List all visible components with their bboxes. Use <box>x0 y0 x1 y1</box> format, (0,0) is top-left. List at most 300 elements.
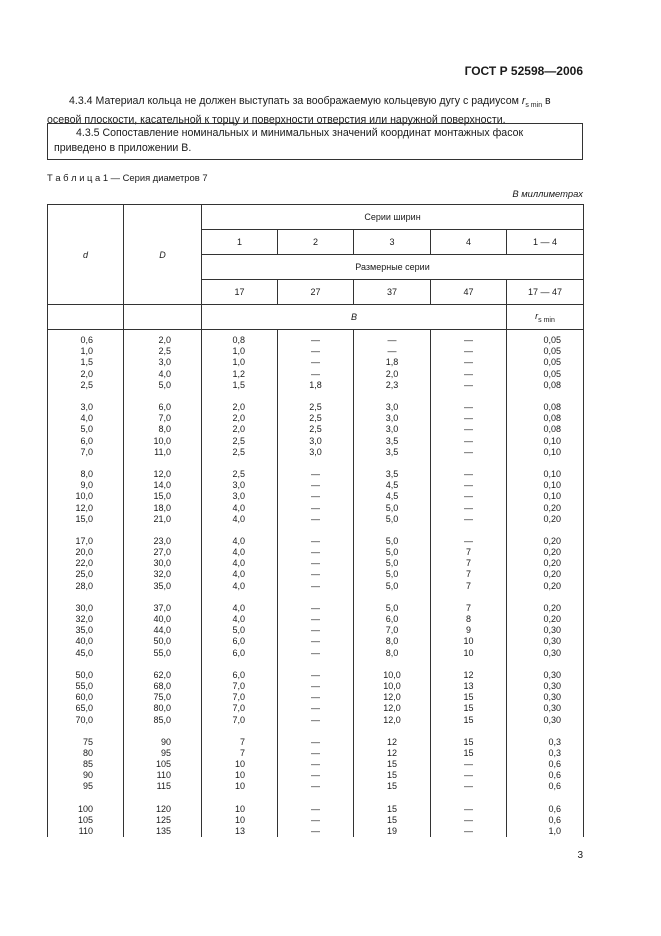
gap-cell <box>278 592 354 603</box>
cell-rs-min: 0,10 <box>507 480 584 491</box>
cell-D: 3,0 <box>124 357 202 368</box>
cell-rs-min: 0,08 <box>507 380 584 391</box>
cell-d: 60,0 <box>48 692 124 703</box>
cell-rs-min: 0,08 <box>507 413 584 424</box>
cell-D: 18,0 <box>124 502 202 513</box>
cell-B-27: — <box>278 826 354 837</box>
cell-B-37: — <box>354 346 431 357</box>
cell-B-47: — <box>431 759 507 770</box>
cell-B-47: 15 <box>431 703 507 714</box>
table-row <box>48 703 584 714</box>
cell-D: 50,0 <box>124 636 202 647</box>
cell-rs-min: 0,05 <box>507 357 584 368</box>
cell-d: 1,5 <box>48 357 124 368</box>
gap-cell <box>278 391 354 402</box>
header-width-series: Серии ширин <box>202 205 584 230</box>
table-row <box>48 558 584 569</box>
gap-cell <box>431 726 507 737</box>
cell-D: 4,0 <box>124 369 202 380</box>
cell-B-37: 12 <box>354 737 431 748</box>
cell-B-37: 5,0 <box>354 569 431 580</box>
cell-rs-min: 0,10 <box>507 491 584 502</box>
gap-cell <box>202 525 278 536</box>
cell-rs-min: 0,08 <box>507 402 584 413</box>
cell-D: 55,0 <box>124 648 202 659</box>
table-row <box>48 759 584 770</box>
cell-B-27: — <box>278 357 354 368</box>
cell-d: 32,0 <box>48 614 124 625</box>
header-D: D <box>124 205 202 305</box>
cell-D: 32,0 <box>124 569 202 580</box>
cell-D: 40,0 <box>124 614 202 625</box>
table-row <box>48 502 584 513</box>
cell-rs-min: 0,20 <box>507 614 584 625</box>
cell-D: 21,0 <box>124 514 202 525</box>
table-units: В миллиметрах <box>512 188 583 199</box>
gap-cell <box>202 659 278 670</box>
cell-rs-min: 0,20 <box>507 547 584 558</box>
cell-d: 28,0 <box>48 581 124 592</box>
cell-B-27: — <box>278 737 354 748</box>
gap-cell <box>48 525 124 536</box>
cell-D: 27,0 <box>124 547 202 558</box>
header-series-17: 17 <box>202 280 278 305</box>
cell-B-47: 15 <box>431 737 507 748</box>
cell-D: 110 <box>124 770 202 781</box>
cell-B-47: — <box>431 480 507 491</box>
table-row <box>48 424 584 435</box>
cell-B-47: — <box>431 502 507 513</box>
cell-rs-min: 0,05 <box>507 330 584 347</box>
cell-B-27: — <box>278 781 354 792</box>
cell-d: 40,0 <box>48 636 124 647</box>
cell-B-17: 4,0 <box>202 558 278 569</box>
gap-cell <box>354 592 431 603</box>
table-row <box>48 648 584 659</box>
cell-B-27: — <box>278 636 354 647</box>
table-row <box>48 815 584 826</box>
cell-D: 75,0 <box>124 692 202 703</box>
header-width-4: 4 <box>431 230 507 255</box>
header-dim-series: Размерные серии <box>202 255 584 280</box>
table-row <box>48 781 584 792</box>
cell-B-47: — <box>431 826 507 837</box>
cell-rs-min: 0,3 <box>507 748 584 759</box>
cell-B-27: — <box>278 815 354 826</box>
cell-B-17: 2,0 <box>202 424 278 435</box>
gap-cell <box>202 726 278 737</box>
cell-B-37: 6,0 <box>354 614 431 625</box>
cell-d: 10,0 <box>48 491 124 502</box>
cell-D: 80,0 <box>124 703 202 714</box>
cell-B-37: 8,0 <box>354 648 431 659</box>
cell-rs-min: 0,6 <box>507 815 584 826</box>
gap-cell <box>431 458 507 469</box>
table-body <box>48 330 584 838</box>
cell-D: 135 <box>124 826 202 837</box>
cell-rs-min: 0,20 <box>507 558 584 569</box>
cell-D: 90 <box>124 737 202 748</box>
gap-cell <box>431 525 507 536</box>
cell-rs-min: 1,0 <box>507 826 584 837</box>
cell-D: 15,0 <box>124 491 202 502</box>
table-row <box>48 748 584 759</box>
cell-d: 22,0 <box>48 558 124 569</box>
gap-cell <box>507 659 584 670</box>
cell-B-17: 4,0 <box>202 603 278 614</box>
cell-D: 6,0 <box>124 402 202 413</box>
cell-B-37: 2,3 <box>354 380 431 391</box>
table-row <box>48 770 584 781</box>
cell-d: 75 <box>48 737 124 748</box>
cell-d: 1,0 <box>48 346 124 357</box>
cell-B-47: — <box>431 380 507 391</box>
cell-d: 110 <box>48 826 124 837</box>
table-row <box>48 346 584 357</box>
table-row <box>48 603 584 614</box>
gap-cell <box>431 592 507 603</box>
cell-B-17: 4,0 <box>202 547 278 558</box>
cell-B-17: 2,5 <box>202 469 278 480</box>
cell-B-47: — <box>431 357 507 368</box>
cell-B-37: 15 <box>354 770 431 781</box>
table-row <box>48 413 584 424</box>
cell-B-37: 15 <box>354 804 431 815</box>
cell-B-37: 12,0 <box>354 714 431 725</box>
gap-cell <box>48 458 124 469</box>
cell-B-17: 10 <box>202 770 278 781</box>
cell-B-37: 5,0 <box>354 581 431 592</box>
cell-rs-min: 0,20 <box>507 536 584 547</box>
gap-cell <box>354 458 431 469</box>
cell-B-37: — <box>354 330 431 347</box>
cell-B-27: — <box>278 759 354 770</box>
gap-cell <box>278 726 354 737</box>
cell-B-47: 13 <box>431 681 507 692</box>
cell-B-27: — <box>278 369 354 380</box>
cell-B-47: — <box>431 815 507 826</box>
cell-rs-min: 0,05 <box>507 346 584 357</box>
row-gap <box>48 659 584 670</box>
cell-B-17: 4,0 <box>202 569 278 580</box>
cell-B-37: 8,0 <box>354 636 431 647</box>
gap-cell <box>431 793 507 804</box>
cell-d: 70,0 <box>48 714 124 725</box>
gap-cell <box>507 525 584 536</box>
cell-B-47: — <box>431 514 507 525</box>
cell-B-27: — <box>278 625 354 636</box>
table-row <box>48 614 584 625</box>
cell-B-27: — <box>278 703 354 714</box>
cell-rs-min: 0,20 <box>507 569 584 580</box>
table-row <box>48 826 584 837</box>
header-blank-d <box>48 305 124 330</box>
table-row <box>48 330 584 347</box>
cell-B-17: 6,0 <box>202 648 278 659</box>
cell-B-37: 12,0 <box>354 692 431 703</box>
cell-B-27: 3,0 <box>278 447 354 458</box>
cell-D: 8,0 <box>124 424 202 435</box>
table-row <box>48 436 584 447</box>
cell-d: 2,5 <box>48 380 124 391</box>
header-rs-symbol: r <box>535 310 539 321</box>
cell-rs-min: 0,30 <box>507 670 584 681</box>
cell-rs-min: 0,20 <box>507 514 584 525</box>
cell-D: 44,0 <box>124 625 202 636</box>
cell-rs-min: 0,3 <box>507 737 584 748</box>
cell-B-37: 15 <box>354 815 431 826</box>
cell-B-17: 7,0 <box>202 692 278 703</box>
cell-rs-min: 0,10 <box>507 436 584 447</box>
cell-D: 2,5 <box>124 346 202 357</box>
gap-cell <box>278 793 354 804</box>
table-row <box>48 447 584 458</box>
header-width-3: 3 <box>354 230 431 255</box>
cell-B-47: — <box>431 402 507 413</box>
cell-B-17: 13 <box>202 826 278 837</box>
header-blank-D <box>124 305 202 330</box>
gap-cell <box>278 458 354 469</box>
cell-D: 62,0 <box>124 670 202 681</box>
cell-D: 120 <box>124 804 202 815</box>
gap-cell <box>431 659 507 670</box>
cell-D: 35,0 <box>124 581 202 592</box>
table-row <box>48 581 584 592</box>
cell-rs-min: 0,30 <box>507 703 584 714</box>
cell-B-17: 6,0 <box>202 636 278 647</box>
gap-cell <box>507 458 584 469</box>
cell-B-27: — <box>278 514 354 525</box>
cell-B-27: 3,0 <box>278 436 354 447</box>
cell-B-47: 15 <box>431 714 507 725</box>
gap-cell <box>48 793 124 804</box>
cell-B-37: 3,0 <box>354 424 431 435</box>
paragraph-4-3-5-text: 4.3.5 Сопоставление номинальных и минимальных значений координат монтажных фасок приведено в приложении В. <box>54 127 524 154</box>
header-series-37: 37 <box>354 280 431 305</box>
cell-B-47: 7 <box>431 603 507 614</box>
cell-B-47: 10 <box>431 636 507 647</box>
cell-B-17: 3,0 <box>202 480 278 491</box>
cell-B-27: — <box>278 603 354 614</box>
gap-cell <box>354 659 431 670</box>
cell-D: 85,0 <box>124 714 202 725</box>
cell-B-47: 7 <box>431 558 507 569</box>
gap-cell <box>124 726 202 737</box>
cell-d: 8,0 <box>48 469 124 480</box>
cell-B-17: 2,0 <box>202 413 278 424</box>
table-row <box>48 469 584 480</box>
cell-B-27: — <box>278 480 354 491</box>
cell-B-27: — <box>278 770 354 781</box>
cell-B-17: 1,0 <box>202 357 278 368</box>
cell-B-27: — <box>278 714 354 725</box>
gap-cell <box>278 659 354 670</box>
cell-B-47: — <box>431 804 507 815</box>
gap-cell <box>124 592 202 603</box>
gap-cell <box>507 793 584 804</box>
cell-B-17: 7,0 <box>202 714 278 725</box>
cell-d: 85 <box>48 759 124 770</box>
cell-D: 30,0 <box>124 558 202 569</box>
page-number: 3 <box>577 850 583 861</box>
radius-symbol: r <box>521 95 526 107</box>
cell-d: 35,0 <box>48 625 124 636</box>
table-row <box>48 536 584 547</box>
cell-d: 7,0 <box>48 447 124 458</box>
cell-B-27: — <box>278 614 354 625</box>
cell-rs-min: 0,20 <box>507 603 584 614</box>
cell-d: 15,0 <box>48 514 124 525</box>
cell-B-37: 3,5 <box>354 469 431 480</box>
cell-B-37: 5,0 <box>354 558 431 569</box>
cell-B-17: 4,0 <box>202 581 278 592</box>
table-row <box>48 670 584 681</box>
document-id: ГОСТ Р 52598—2006 <box>464 64 583 78</box>
gap-cell <box>431 391 507 402</box>
gap-cell <box>354 726 431 737</box>
cell-D: 95 <box>124 748 202 759</box>
cell-B-37: 3,5 <box>354 447 431 458</box>
cell-d: 100 <box>48 804 124 815</box>
cell-B-37: 7,0 <box>354 625 431 636</box>
cell-B-47: — <box>431 436 507 447</box>
cell-B-47: 7 <box>431 581 507 592</box>
cell-B-17: 10 <box>202 804 278 815</box>
cell-B-27: — <box>278 536 354 547</box>
cell-B-37: 2,0 <box>354 369 431 380</box>
gap-cell <box>48 659 124 670</box>
cell-B-47: — <box>431 469 507 480</box>
table-row <box>48 692 584 703</box>
cell-d: 0,6 <box>48 330 124 347</box>
row-gap <box>48 391 584 402</box>
table-row <box>48 380 584 391</box>
cell-B-17: 2,5 <box>202 447 278 458</box>
cell-B-47: — <box>431 447 507 458</box>
cell-B-27: 2,5 <box>278 424 354 435</box>
cell-B-37: 12,0 <box>354 703 431 714</box>
cell-B-47: — <box>431 781 507 792</box>
cell-d: 55,0 <box>48 681 124 692</box>
cell-B-17: 2,0 <box>202 402 278 413</box>
cell-d: 9,0 <box>48 480 124 491</box>
cell-B-17: 6,0 <box>202 670 278 681</box>
header-width-1-4: 1 — 4 <box>507 230 584 255</box>
table-row <box>48 402 584 413</box>
cell-B-47: 15 <box>431 748 507 759</box>
paragraph-4-3-4-text-a: 4.3.4 Материал кольца не должен выступать за воображаемую кольцевую дугу с радиусом <box>69 95 522 107</box>
cell-rs-min: 0,20 <box>507 581 584 592</box>
cell-d: 20,0 <box>48 547 124 558</box>
cell-d: 95 <box>48 781 124 792</box>
table-row <box>48 681 584 692</box>
cell-d: 30,0 <box>48 603 124 614</box>
gap-cell <box>124 659 202 670</box>
gap-cell <box>354 525 431 536</box>
cell-rs-min: 0,20 <box>507 502 584 513</box>
gap-cell <box>48 592 124 603</box>
cell-B-17: 7 <box>202 748 278 759</box>
cell-rs-min: 0,08 <box>507 424 584 435</box>
cell-B-37: 4,5 <box>354 491 431 502</box>
cell-B-37: 3,0 <box>354 402 431 413</box>
cell-d: 3,0 <box>48 402 124 413</box>
cell-B-47: 7 <box>431 547 507 558</box>
cell-B-37: 15 <box>354 759 431 770</box>
cell-B-27: — <box>278 469 354 480</box>
table-row <box>48 737 584 748</box>
cell-B-27: — <box>278 569 354 580</box>
cell-B-17: 7 <box>202 737 278 748</box>
cell-B-17: 1,2 <box>202 369 278 380</box>
cell-B-37: 1,8 <box>354 357 431 368</box>
cell-B-47: 7 <box>431 569 507 580</box>
header-d: d <box>48 205 124 305</box>
row-gap <box>48 592 584 603</box>
cell-D: 14,0 <box>124 480 202 491</box>
header-width-1: 1 <box>202 230 278 255</box>
gap-cell <box>507 592 584 603</box>
table-row <box>48 625 584 636</box>
cell-B-17: 1,5 <box>202 380 278 391</box>
cell-B-47: — <box>431 346 507 357</box>
table-row <box>48 357 584 368</box>
cell-B-37: 19 <box>354 826 431 837</box>
cell-B-47: — <box>431 536 507 547</box>
cell-B-27: — <box>278 502 354 513</box>
cell-rs-min: 0,30 <box>507 625 584 636</box>
cell-B-17: 4,0 <box>202 614 278 625</box>
cell-B-37: 15 <box>354 781 431 792</box>
cell-D: 105 <box>124 759 202 770</box>
cell-d: 2,0 <box>48 369 124 380</box>
cell-D: 23,0 <box>124 536 202 547</box>
cell-B-47: 12 <box>431 670 507 681</box>
cell-B-47: — <box>431 491 507 502</box>
cell-B-27: — <box>278 670 354 681</box>
cell-B-37: 5,0 <box>354 547 431 558</box>
cell-B-17: 10 <box>202 815 278 826</box>
cell-rs-min: 0,6 <box>507 781 584 792</box>
cell-B-27: — <box>278 804 354 815</box>
cell-B-37: 3,5 <box>354 436 431 447</box>
cell-d: 12,0 <box>48 502 124 513</box>
cell-rs-min: 0,6 <box>507 759 584 770</box>
cell-D: 12,0 <box>124 469 202 480</box>
cell-D: 11,0 <box>124 447 202 458</box>
cell-B-37: 10,0 <box>354 670 431 681</box>
cell-B-27: 1,8 <box>278 380 354 391</box>
table-row <box>48 714 584 725</box>
cell-D: 125 <box>124 815 202 826</box>
cell-D: 115 <box>124 781 202 792</box>
radius-subscript: s min <box>525 102 543 110</box>
gap-cell <box>507 391 584 402</box>
cell-d: 50,0 <box>48 670 124 681</box>
cell-B-17: 1,0 <box>202 346 278 357</box>
cell-d: 17,0 <box>48 536 124 547</box>
cell-B-37: 5,0 <box>354 536 431 547</box>
cell-rs-min: 0,10 <box>507 447 584 458</box>
cell-B-47: — <box>431 413 507 424</box>
gap-cell <box>48 391 124 402</box>
cell-B-27: — <box>278 692 354 703</box>
table-row <box>48 491 584 502</box>
cell-B-27: — <box>278 648 354 659</box>
cell-B-17: 7,0 <box>202 703 278 714</box>
cell-D: 5,0 <box>124 380 202 391</box>
cell-B-47: 8 <box>431 614 507 625</box>
